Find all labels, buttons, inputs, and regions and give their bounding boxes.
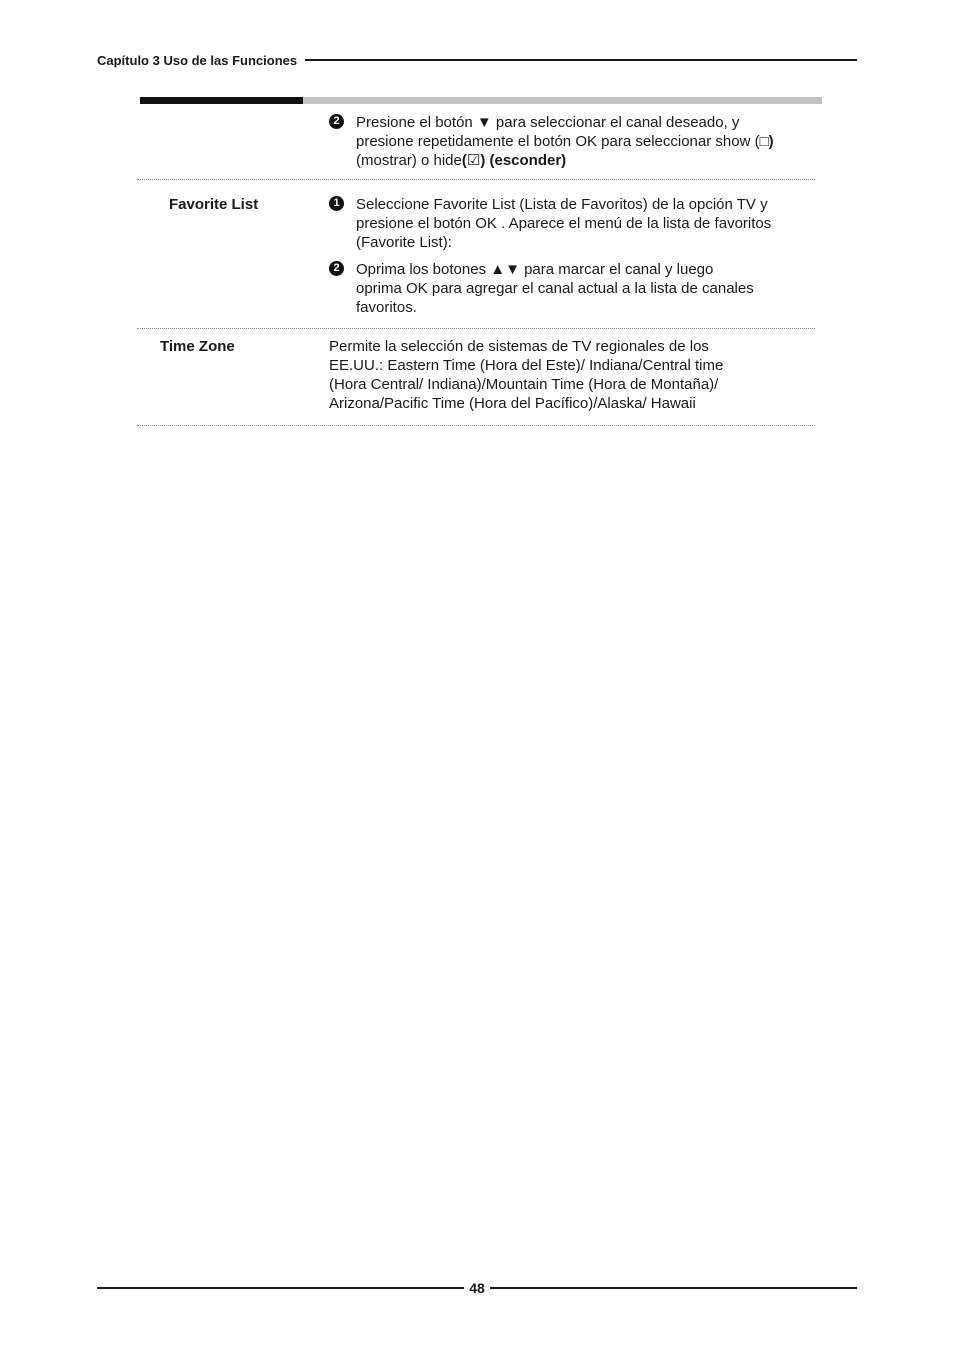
table-header-bar-light bbox=[303, 97, 822, 104]
time-zone-description bbox=[329, 337, 769, 413]
footer-rule-left bbox=[97, 1287, 464, 1289]
header-rule bbox=[305, 59, 857, 61]
step-hide-show bbox=[329, 113, 809, 170]
description-line: Arizona/Pacific Time (Hora del Pacífico)/Alaska/ Hawaii bbox=[329, 395, 696, 412]
step-line: (Favorite List): bbox=[356, 234, 452, 251]
step-line: presione el botón OK . Aparece el menú de la lista de favoritos bbox=[356, 215, 772, 232]
description-line: Permite la selección de sistemas de TV regionales de los bbox=[329, 338, 709, 355]
step-line: Oprima los botones ▲▼ para marcar el canal y luego bbox=[356, 261, 714, 278]
step-line: (mostrar) o hide(☑) (esconder) bbox=[356, 152, 567, 169]
row-label-time-zone: Time Zone bbox=[160, 338, 235, 355]
step-line: oprima OK para agregar el canal actual a la lista de canales bbox=[356, 280, 754, 297]
step-line: Presione el botón ▼ para seleccionar el canal deseado, y bbox=[356, 114, 740, 131]
row-divider bbox=[137, 425, 815, 426]
page-header bbox=[97, 51, 857, 69]
step-line: presione repetidamente el botón OK para seleccionar show (□) bbox=[356, 133, 774, 150]
step-number-badge: 2 bbox=[329, 114, 344, 129]
step-line: Seleccione Favorite List (Lista de Favoritos) de la opción TV y bbox=[356, 196, 768, 213]
row-divider bbox=[137, 328, 815, 329]
step-mark-channel bbox=[329, 260, 809, 317]
step-number-badge: 1 bbox=[329, 196, 344, 211]
page-footer bbox=[97, 1279, 857, 1297]
hide-text-bold: (☑) (esconder) bbox=[461, 152, 567, 169]
step-number-badge: 2 bbox=[329, 261, 344, 276]
footer-rule-right bbox=[490, 1287, 857, 1289]
step-line: favoritos. bbox=[356, 299, 417, 316]
chapter-title: Capítulo 3 Uso de las Funciones bbox=[97, 52, 298, 68]
page-number: 48 bbox=[469, 1280, 485, 1296]
table-header-bar-dark bbox=[140, 97, 303, 104]
description-line: EE.UU.: Eastern Time (Hora del Este)/ Indiana/Central time bbox=[329, 357, 724, 374]
show-checkbox-icon: □ bbox=[759, 133, 769, 150]
row-label-favorite-list: Favorite List bbox=[169, 196, 259, 213]
step-select-favorite-list bbox=[329, 195, 809, 252]
row-divider bbox=[137, 179, 815, 180]
description-line: (Hora Central/ Indiana)/Mountain Time (Hora de Montaña)/ bbox=[329, 376, 719, 393]
